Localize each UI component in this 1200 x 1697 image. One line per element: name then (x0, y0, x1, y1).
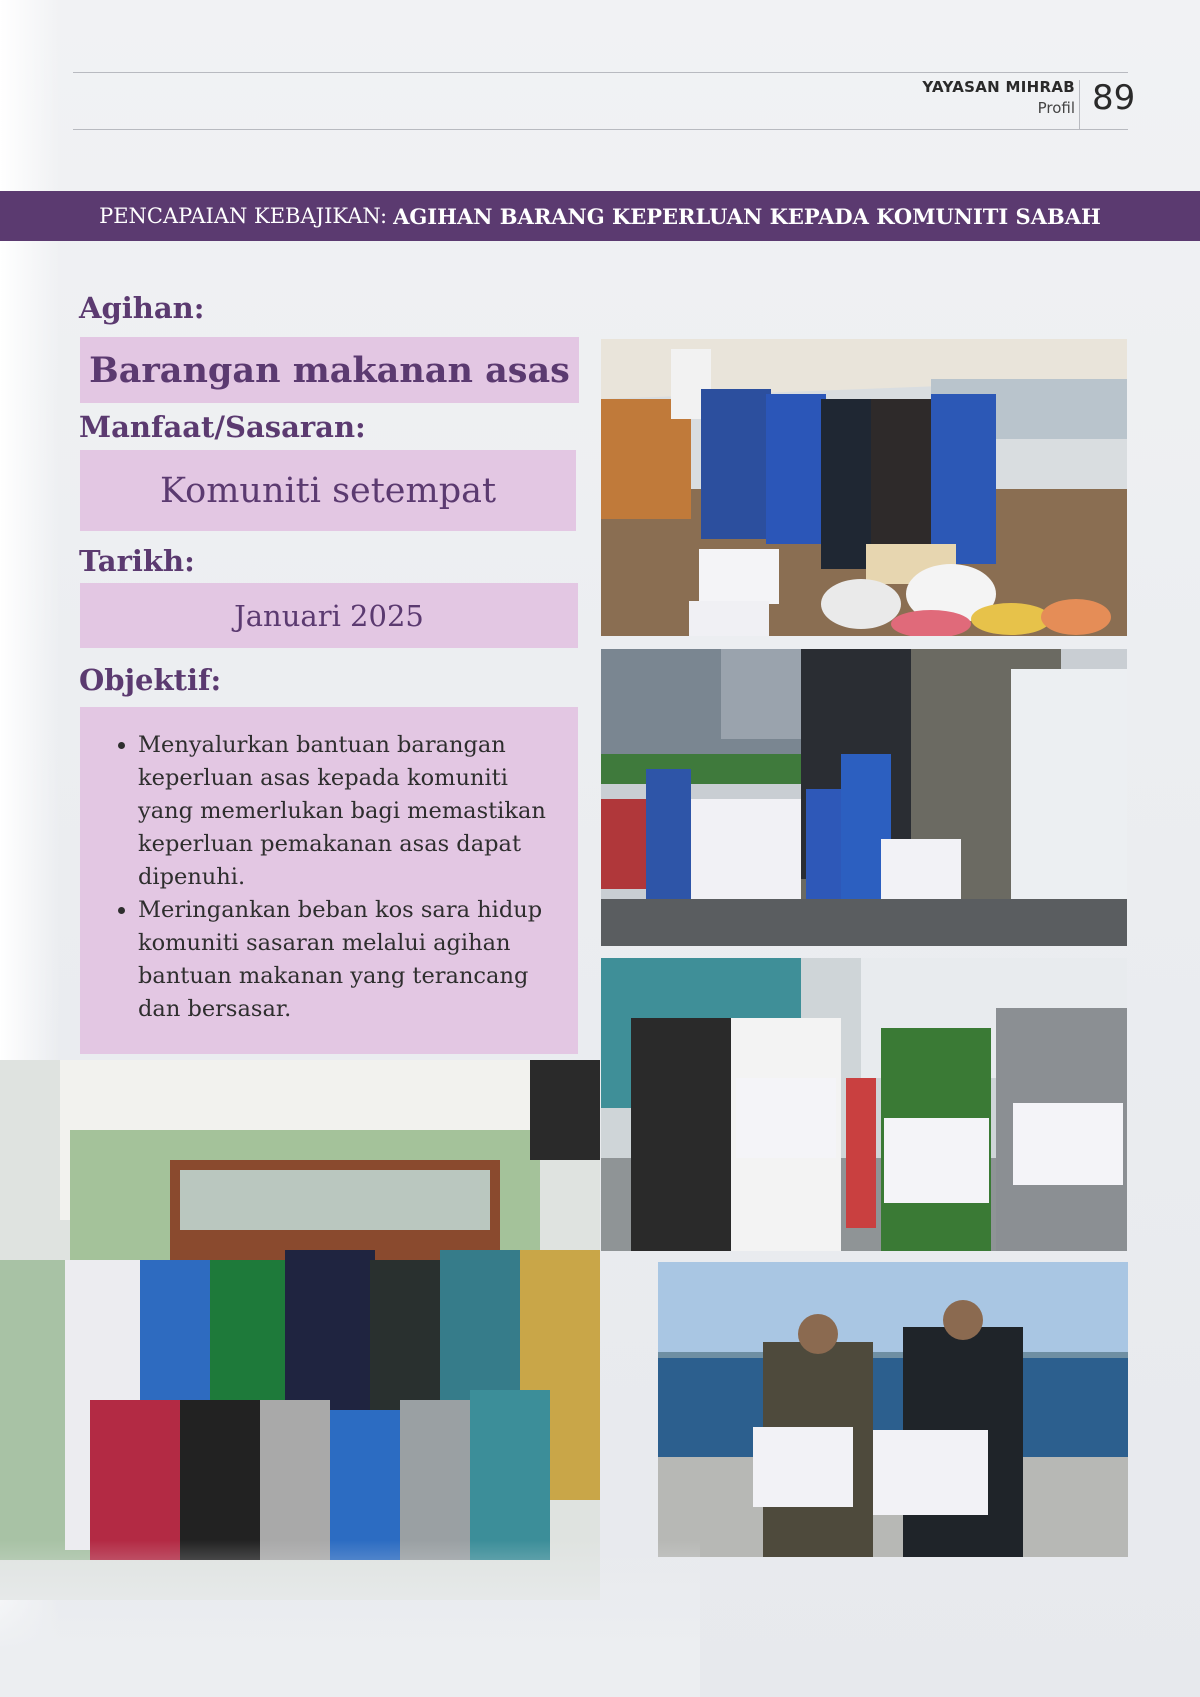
header-brand (922, 78, 1075, 117)
photo-truck-loading (601, 649, 1127, 946)
header-rule-top (73, 72, 1128, 73)
header-org: YAYASAN MIHRAB (922, 78, 1075, 96)
header-divider (1079, 80, 1080, 130)
manfaat-value: Komuniti setempat (80, 450, 576, 531)
objektif-box (80, 707, 578, 1054)
photo-handover-boxes (601, 958, 1127, 1251)
bottom-fade (0, 1540, 700, 1697)
photo-seaside-pair (658, 1262, 1128, 1557)
page-number: 89 (1092, 78, 1136, 118)
objektif-item: • Meringankan beban kos sara hidup komuniti sasaran melalui agihan bantuan makanan yang terancang dan bersasar. (138, 894, 562, 1026)
title-main: AGIHAN BARANG KEPERLUAN KEPADA KOMUNITI SABAH (393, 203, 1101, 229)
objektif-item: • Menyalurkan bantuan barangan keperluan asas kepada komuniti yang memerlukan bagi memastikan keperluan pemakanan asas dapat dipenuhi. (138, 729, 562, 894)
title-band (0, 191, 1200, 241)
objektif-list (110, 729, 562, 1026)
photo-jetty-volunteers (601, 339, 1127, 636)
objektif-label: Objektif: (79, 663, 222, 697)
header-section: Profil (1037, 99, 1075, 117)
manfaat-label: Manfaat/Sasaran: (79, 410, 366, 444)
agihan-label: Agihan: (79, 291, 205, 325)
photo-group (0, 1060, 600, 1600)
title-prefix: PENCAPAIAN KEBAJIKAN: (99, 204, 388, 228)
tarikh-value: Januari 2025 (80, 583, 578, 648)
tarikh-label: Tarikh: (79, 544, 195, 578)
agihan-value: Barangan makanan asas (80, 337, 579, 403)
header-rule-bottom (73, 129, 1128, 130)
